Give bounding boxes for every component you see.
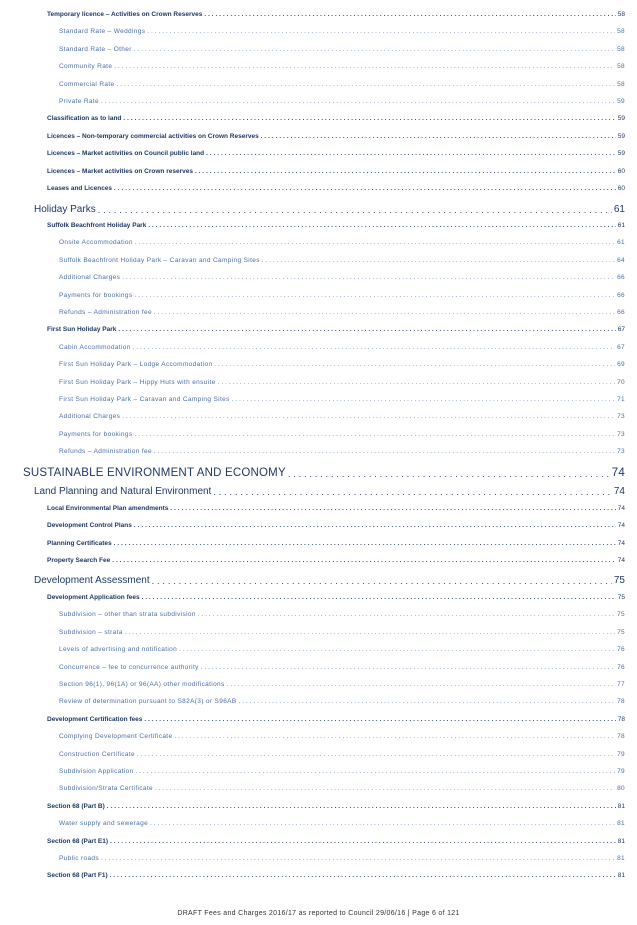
toc-entry-page: 60 [617, 167, 625, 175]
toc-entry-page: 73 [617, 430, 625, 438]
toc-entry[interactable] [47, 554, 625, 564]
toc-entry-page: 78 [617, 715, 625, 723]
dot-leader [110, 839, 616, 845]
toc-entry-page: 58 [617, 11, 625, 18]
toc-entry-title: Cabin Accommodation [59, 343, 131, 351]
toc-entry[interactable] [47, 869, 625, 879]
toc-entry-page: 61 [613, 203, 625, 215]
toc-entry-title: Section 68 (Part E1) [47, 837, 109, 845]
toc-entry[interactable] [47, 165, 625, 175]
toc-entry[interactable] [59, 43, 625, 53]
toc-entry-title: First Sun Holiday Park – Lodge Accommodation [59, 361, 213, 369]
dot-leader [144, 717, 615, 723]
toc-entry[interactable] [59, 393, 625, 403]
toc-entry-title: Refunds – Administration fee [59, 309, 152, 316]
toc-entry[interactable] [59, 678, 625, 688]
toc-entry-page: 75 [613, 575, 625, 587]
toc-entry-title: Construction Certificate [59, 750, 135, 758]
toc-entry-page: 69 [617, 361, 625, 369]
toc-entry[interactable] [59, 852, 625, 862]
toc-entry[interactable] [47, 835, 625, 845]
dot-leader [110, 873, 616, 879]
dot-leader [288, 469, 610, 479]
dot-leader [261, 134, 616, 140]
toc-entry-page: 73 [617, 413, 625, 421]
dot-leader [155, 786, 615, 792]
toc-entry[interactable] [47, 219, 625, 229]
toc-entry[interactable] [47, 323, 625, 333]
toc-entry[interactable] [59, 730, 625, 740]
dot-leader [204, 12, 615, 18]
dot-leader [133, 345, 615, 351]
toc-entry-page: 67 [617, 343, 625, 351]
toc-entry[interactable] [59, 254, 625, 264]
toc-entry-page: 75 [617, 611, 625, 619]
dot-leader [201, 665, 615, 671]
toc-entry-title: Section 68 (Part B) [47, 802, 105, 810]
toc-entry-title: Local Environmental Plan amendments [47, 504, 169, 512]
dot-leader [154, 449, 615, 455]
toc-entry[interactable] [59, 271, 625, 281]
toc-entry-page: 58 [617, 45, 625, 53]
toc-entry-title: Complying Development Certificate [59, 733, 173, 741]
toc-entry-page: 78 [617, 733, 625, 741]
dot-leader [134, 523, 616, 529]
toc-entry-title: Community Rate [59, 63, 113, 71]
toc-entry-title: Public roads [59, 854, 99, 862]
toc-entry-page: 76 [617, 663, 625, 671]
toc-entry[interactable] [59, 428, 625, 438]
dot-leader [232, 397, 615, 403]
toc-entry-page: 59 [617, 132, 625, 140]
toc-entry-title: Payments for bookings [59, 430, 133, 438]
toc-entry-title: Subdivision – other than strata subdivision [59, 611, 196, 619]
toc-entry-title: Additional Charges [59, 413, 121, 421]
toc-entry-title: Suffolk Beachfront Holiday Park – Caravan and Camping Sites [59, 256, 260, 264]
toc-entry[interactable] [59, 60, 625, 70]
toc-entry[interactable] [59, 765, 625, 775]
toc-entry-page: 60 [617, 185, 625, 192]
toc-entry-title: First Sun Holiday Park – Caravan and Camping Sites [59, 396, 230, 403]
dot-leader [239, 699, 616, 705]
toc-entry-page: 79 [617, 767, 625, 775]
toc-entry-title: Development Certification fees [47, 715, 143, 723]
toc-entry-page: 66 [617, 309, 625, 316]
toc-entry[interactable] [59, 306, 625, 316]
dot-leader [101, 99, 615, 105]
dot-leader [112, 558, 616, 564]
toc-entry-title: Review of determination pursuant to S82A(3) or S96AB [59, 698, 237, 706]
toc-entry-title: Licences – Non-temporary commercial activities on Crown Reserves [47, 132, 259, 140]
toc-entry-page: 80 [617, 785, 625, 793]
toc-entry-page: 66 [617, 291, 625, 299]
dot-leader [154, 310, 615, 316]
toc-entry-page: 78 [617, 698, 625, 706]
toc-entry[interactable] [59, 95, 625, 105]
toc-entry-title: Levels of advertising and notification [59, 646, 178, 654]
dot-leader [152, 576, 612, 586]
toc-entry-title: Concurrence – fee to concurrence authority [59, 663, 199, 671]
toc-entry[interactable] [47, 182, 625, 192]
dot-leader [195, 169, 616, 175]
toc-entry-title: Licences – Market activities on Council public land [47, 150, 205, 158]
toc-entry[interactable] [59, 608, 625, 618]
dot-leader [198, 612, 615, 618]
toc-entry-title: Licences – Market activities on Crown reserves [47, 167, 193, 175]
toc-entry-title: Standard Rate – Weddings [59, 28, 146, 36]
dot-leader [174, 734, 615, 740]
toc-entry-title: Property Search Fee [47, 556, 111, 564]
toc-entry-title: Subdivision Application [59, 767, 134, 775]
toc-entry-page: 59 [617, 98, 625, 105]
toc-entry-title: First Sun Holiday Park [47, 326, 117, 334]
toc-entry-title: Additional Charges [59, 274, 121, 282]
dot-leader [101, 856, 615, 862]
toc-entry[interactable] [59, 78, 625, 88]
dot-leader [116, 82, 615, 88]
toc-entry[interactable] [47, 502, 625, 512]
dot-leader [218, 380, 615, 386]
toc-entry-page: 74 [611, 467, 625, 480]
dot-leader [98, 205, 612, 215]
toc-entry[interactable] [47, 537, 625, 547]
toc-entry-page: 58 [617, 80, 625, 88]
toc-entry[interactable] [47, 112, 625, 122]
toc-entry-title: Planning Certificates [47, 539, 112, 547]
dot-leader [179, 647, 615, 653]
toc-entry-page: 75 [617, 593, 625, 601]
toc-entry[interactable] [47, 130, 625, 140]
dot-leader [114, 541, 616, 547]
toc-entry-title: Subdivision – strata [59, 628, 123, 636]
dot-leader [123, 116, 615, 122]
toc-entry-title: Commercial Rate [59, 80, 115, 88]
dot-leader [114, 64, 615, 70]
toc-entry[interactable] [59, 341, 625, 351]
toc-entry-page: 74 [613, 486, 625, 498]
toc-entry-title: Holiday Parks [34, 203, 96, 215]
toc-entry[interactable] [47, 713, 625, 723]
toc-entry-title: Subdivision/Strata Certificate [59, 785, 153, 793]
toc-entry[interactable] [59, 661, 625, 671]
toc-entry[interactable] [59, 643, 625, 653]
toc-entry-page: 74 [617, 504, 625, 512]
toc-entry-title: First Sun Holiday Park – Hippy Huts with ensuite [59, 378, 216, 386]
dot-leader [118, 327, 615, 333]
dot-leader [125, 630, 615, 636]
dot-leader [136, 769, 616, 775]
dot-leader [206, 151, 616, 157]
toc-entry-title: Section 96(1), 96(1A) or 96(AA) other modifications [59, 680, 225, 688]
toc-entry-page: 61 [617, 239, 625, 247]
toc-entry-title: Private Rate [59, 98, 99, 105]
toc-entry-page: 81 [617, 872, 625, 880]
toc-entry[interactable] [59, 782, 625, 792]
toc-entry-page: 81 [617, 837, 625, 845]
toc-entry[interactable] [59, 748, 625, 758]
toc-entry[interactable] [59, 358, 625, 368]
dot-leader [170, 506, 615, 512]
toc-entry-page: 59 [617, 115, 625, 123]
dot-leader [114, 186, 616, 192]
toc-entry[interactable] [34, 201, 625, 215]
toc-entry-title: Standard Rate – Other [59, 45, 132, 53]
dot-leader [122, 275, 615, 281]
toc-entry-page: 76 [617, 646, 625, 654]
toc-entry-page: 79 [617, 750, 625, 758]
toc-entry-title: Development Assessment [34, 575, 150, 587]
toc-entry[interactable] [34, 483, 625, 497]
toc-entry-title: Refunds – Administration fee [59, 448, 152, 456]
toc-entry[interactable] [34, 572, 625, 586]
toc-entry-page: 64 [617, 256, 625, 264]
dot-leader [262, 258, 615, 264]
toc-entry-page: 81 [617, 802, 625, 810]
toc-entry-page: 66 [617, 274, 625, 282]
toc-entry-page: 70 [617, 378, 625, 386]
toc-entry[interactable] [47, 147, 625, 157]
toc-entry-title: Development Application fees [47, 593, 140, 601]
dot-leader [134, 47, 615, 53]
toc-entry[interactable] [59, 445, 625, 455]
dot-leader [135, 240, 615, 246]
toc-entry-title: Development Control Plans [47, 522, 132, 530]
toc-entry-title: Payments for bookings [59, 291, 133, 299]
dot-leader [227, 682, 615, 688]
toc-entry[interactable] [59, 289, 625, 299]
toc-entry[interactable] [47, 800, 625, 810]
toc-entry-page: 61 [617, 222, 625, 229]
toc-entry[interactable] [23, 464, 625, 479]
toc-entry-title: SUSTAINABLE ENVIRONMENT AND ECONOMY [23, 467, 286, 480]
toc-entry[interactable] [47, 519, 625, 529]
toc-entry[interactable] [59, 25, 625, 35]
toc-entry-page: 71 [617, 396, 625, 403]
toc-entry-page: 67 [617, 326, 625, 334]
dot-leader [107, 804, 616, 810]
toc-entry[interactable] [59, 817, 625, 827]
toc-entry[interactable] [47, 591, 625, 601]
toc-entry-title: Classification as to land [47, 115, 122, 123]
page-footer: DRAFT Fees and Charges 2016/17 as reported to Council 29/06/16 | Page 6 of 121 [177, 910, 460, 917]
toc-entry-page: 58 [617, 63, 625, 71]
toc-entry-page: 74 [617, 539, 625, 547]
toc-entry-page: 58 [617, 28, 625, 36]
toc-entry[interactable] [59, 376, 625, 386]
toc-entry-page: 81 [617, 854, 625, 862]
dot-leader [134, 432, 615, 438]
toc-entry-page: 75 [617, 628, 625, 636]
dot-leader [134, 293, 615, 299]
toc-entry-title: Water supply and sewerage [59, 820, 149, 828]
toc-entry-title: Temporary licence – Activities on Crown Reserves [47, 11, 203, 18]
toc-entry-page: 74 [617, 556, 625, 564]
dot-leader [148, 223, 615, 229]
toc-entry[interactable] [59, 695, 625, 705]
dot-leader [137, 752, 615, 758]
toc-entry-title: Onsite Accommodation [59, 239, 133, 247]
toc-entry-title: Suffolk Beachfront Holiday Park [47, 222, 147, 229]
dot-leader [150, 821, 615, 827]
dot-leader [142, 595, 616, 601]
dot-leader [147, 29, 615, 35]
toc-entry-page: 81 [617, 820, 625, 828]
toc-entry-title: Land Planning and Natural Environment [34, 486, 212, 498]
toc-entry[interactable] [59, 410, 625, 420]
dot-leader [213, 487, 612, 497]
toc-entry[interactable] [59, 626, 625, 636]
dot-leader [214, 362, 615, 368]
toc-entry-page: 59 [617, 150, 625, 158]
toc-entry-page: 74 [617, 522, 625, 530]
toc-entry-title: Leases and Licences [47, 185, 113, 192]
toc-entry-page: 77 [617, 680, 625, 688]
toc-entry[interactable] [59, 236, 625, 246]
toc-entry-page: 73 [617, 448, 625, 456]
dot-leader [122, 414, 615, 420]
toc-entry-title: Section 68 (Part F1) [47, 872, 108, 880]
toc-entry[interactable] [47, 8, 625, 18]
